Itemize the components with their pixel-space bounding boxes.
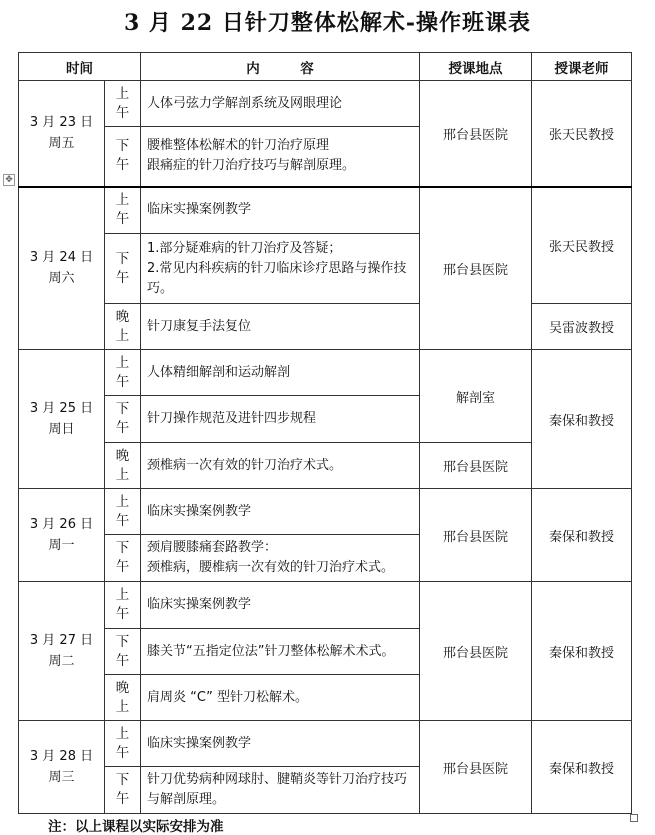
half-cell: 下午 bbox=[105, 234, 141, 304]
content-cell: 临床实操案例教学 bbox=[141, 582, 420, 629]
table-row bbox=[19, 304, 632, 350]
move-handle-icon[interactable]: ✥ bbox=[3, 174, 15, 186]
teacher-cell: 秦保和教授 bbox=[532, 721, 632, 814]
content-cell: 颈椎病一次有效的针刀治疗术式。 bbox=[141, 443, 420, 489]
half-cell: 上午 bbox=[105, 81, 141, 127]
date-cell: 3 月 26 日 周一 bbox=[19, 489, 105, 582]
half-cell: 下午 bbox=[105, 629, 141, 675]
half-cell: 上午 bbox=[105, 721, 141, 767]
header-teacher: 授课老师 bbox=[532, 53, 632, 81]
content-cell: 临床实操案例教学 bbox=[141, 721, 420, 767]
half-cell: 上午 bbox=[105, 582, 141, 629]
half-cell: 下午 bbox=[105, 396, 141, 443]
table-row bbox=[19, 81, 632, 127]
content-cell: 腰椎整体松解术的针刀治疗原理 跟痛症的针刀治疗技巧与解剖原理。 bbox=[141, 127, 420, 187]
date-cell: 3 月 24 日 周六 bbox=[19, 187, 105, 350]
teacher-cell: 张天民教授 bbox=[532, 187, 632, 304]
location-cell: 邢台县医院 bbox=[420, 582, 532, 721]
content-cell: 针刀优势病种网球肘、腱鞘炎等针刀治疗技巧与解剖原理。 bbox=[141, 767, 420, 814]
table-row bbox=[19, 721, 632, 767]
date-cell: 3 月 25 日 周日 bbox=[19, 350, 105, 489]
half-cell: 下午 bbox=[105, 535, 141, 582]
location-cell: 邢台县医院 bbox=[420, 489, 532, 582]
header-content: 内 容 bbox=[141, 53, 420, 81]
date-cell: 3 月 27 日 周二 bbox=[19, 582, 105, 721]
half-cell: 下午 bbox=[105, 127, 141, 187]
content-cell: 针刀操作规范及进针四步规程 bbox=[141, 396, 420, 443]
teacher-cell: 秦保和教授 bbox=[532, 582, 632, 721]
half-cell: 下午 bbox=[105, 767, 141, 814]
date-cell: 3 月 28 日 周三 bbox=[19, 721, 105, 814]
table-row bbox=[19, 489, 632, 535]
half-cell: 上午 bbox=[105, 187, 141, 234]
table-row bbox=[19, 350, 632, 396]
footnote: 注：以上课程以实际安排为准 bbox=[48, 819, 224, 835]
teacher-cell: 张天民教授 bbox=[532, 81, 632, 187]
content-cell: 人体弓弦力学解剖系统及网眼理论 bbox=[141, 81, 420, 127]
location-cell: 邢台县医院 bbox=[420, 721, 532, 814]
table-row bbox=[19, 187, 632, 234]
resize-handle-icon[interactable] bbox=[630, 814, 638, 822]
half-cell: 晚上 bbox=[105, 675, 141, 721]
content-cell: 人体精细解剖和运动解剖 bbox=[141, 350, 420, 396]
half-cell: 晚上 bbox=[105, 304, 141, 350]
header-location: 授课地点 bbox=[420, 53, 532, 81]
content-cell: 临床实操案例教学 bbox=[141, 489, 420, 535]
location-cell: 邢台县医院 bbox=[420, 81, 532, 187]
location-cell: 邢台县医院 bbox=[420, 187, 532, 350]
table-row bbox=[19, 582, 632, 629]
location-cell: 解剖室 bbox=[420, 350, 532, 443]
header-row bbox=[19, 53, 632, 81]
content-cell: 针刀康复手法复位 bbox=[141, 304, 420, 350]
content-cell: 肩周炎 “C” 型针刀松解术。 bbox=[141, 675, 420, 721]
content-cell: 1.部分疑难病的针刀治疗及答疑； 2.常见内科疾病的针刀临床诊疗思路与操作技巧。 bbox=[141, 234, 420, 304]
content-cell: 颈肩腰膝痛套路教学： 颈椎病，腰椎病一次有效的针刀治疗术式。 bbox=[141, 535, 420, 582]
page-title: 3 月 22 日针刀整体松解术-操作班课表 bbox=[123, 10, 532, 36]
teacher-cell: 吴雷波教授 bbox=[532, 304, 632, 350]
content-cell: 膝关节“五指定位法”针刀整体松解术术式。 bbox=[141, 629, 420, 675]
header-time: 时间 bbox=[19, 53, 141, 81]
teacher-cell: 秦保和教授 bbox=[532, 350, 632, 489]
half-cell: 晚上 bbox=[105, 443, 141, 489]
schedule-table bbox=[18, 52, 632, 814]
teacher-cell: 秦保和教授 bbox=[532, 489, 632, 582]
content-cell: 临床实操案例教学 bbox=[141, 187, 420, 234]
date-cell: 3 月 23 日 周五 bbox=[19, 81, 105, 187]
location-cell: 邢台县医院 bbox=[420, 443, 532, 489]
half-cell: 上午 bbox=[105, 489, 141, 535]
half-cell: 上午 bbox=[105, 350, 141, 396]
